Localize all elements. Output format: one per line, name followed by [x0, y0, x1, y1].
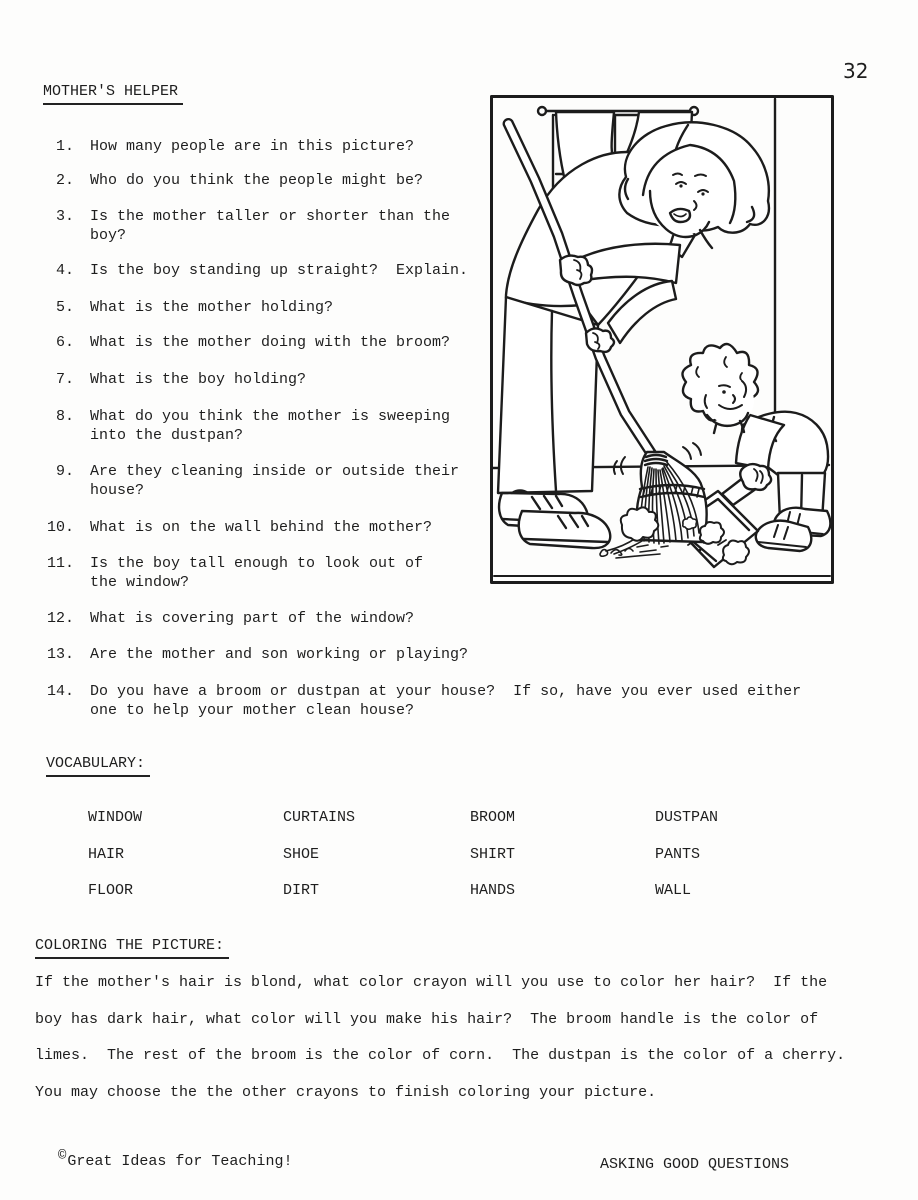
question-line: What is on the wall behind the mother? — [90, 519, 433, 536]
vocabulary-term: BROOM — [470, 809, 516, 826]
question-number: 10. — [46, 519, 74, 536]
vocabulary-term: FLOOR — [88, 882, 134, 899]
question-text — [90, 370, 306, 389]
question-text — [90, 333, 450, 352]
question-line: Who do you think the people might be? — [90, 172, 424, 189]
question-text — [90, 609, 414, 628]
question-line: Do you have a broom or dustpan at your house? If so, have you ever used either — [90, 683, 802, 700]
question-item — [34, 407, 450, 445]
question-line: Are they cleaning inside or outside their — [90, 463, 460, 480]
worksheet-illustration — [490, 95, 834, 584]
question-item — [34, 261, 468, 280]
question-number: 7. — [55, 371, 74, 388]
question-line: What do you think the mother is sweeping — [90, 408, 451, 425]
question-line: boy? — [90, 227, 127, 244]
mother-pants — [498, 297, 598, 493]
question-item — [34, 171, 423, 190]
copyright-icon: © — [58, 1148, 67, 1164]
mother-lower-hand — [586, 328, 614, 351]
question-text — [90, 554, 423, 592]
question-item — [34, 554, 423, 592]
question-number: 6. — [55, 334, 74, 351]
question-item — [34, 518, 432, 537]
coloring-text-line: If the mother's hair is blond, what color crayon will you use to color her hair? If the — [35, 974, 828, 991]
question-number: 2. — [55, 172, 74, 189]
question-number: 8. — [55, 408, 74, 425]
question-line: Is the boy standing up straight? Explain. — [90, 262, 469, 279]
question-item — [34, 645, 468, 664]
question-item — [34, 370, 306, 389]
question-text — [90, 298, 333, 317]
question-text — [90, 261, 468, 280]
vocabulary-term: DIRT — [283, 882, 320, 899]
question-line: into the dustpan? — [90, 427, 244, 444]
vocabulary-term: HANDS — [470, 882, 516, 899]
vocabulary-heading-text: VOCABULARY: — [46, 754, 150, 777]
question-number: 4. — [55, 262, 74, 279]
coloring-text-line: limes. The rest of the broom is the color of corn. The dustpan is the color of a cherry. — [35, 1047, 846, 1064]
vocabulary-term: SHOE — [283, 846, 320, 863]
question-line: What is covering part of the window? — [90, 610, 415, 627]
coloring-heading — [35, 936, 229, 959]
vocabulary-term: CURTAINS — [283, 809, 356, 826]
question-text — [90, 682, 801, 720]
mother-mouth — [670, 209, 690, 222]
page-title — [43, 82, 183, 105]
question-text — [90, 171, 423, 190]
question-number: 9. — [55, 463, 74, 480]
vocabulary-term: PANTS — [655, 846, 701, 863]
vocabulary-term: WALL — [655, 882, 692, 899]
question-text — [90, 207, 450, 245]
question-line: Is the mother taller or shorter than the — [90, 208, 451, 225]
question-number: 1. — [55, 138, 74, 155]
footer-left — [58, 1148, 293, 1172]
page-title-text: MOTHER'S HELPER — [43, 82, 183, 105]
question-line: What is the boy holding? — [90, 371, 307, 388]
question-item — [34, 333, 450, 352]
question-item — [34, 207, 450, 245]
artist-signature — [600, 545, 668, 558]
boy-hand — [740, 464, 771, 490]
question-item — [34, 609, 414, 628]
question-text — [90, 137, 414, 156]
question-text — [90, 645, 468, 664]
vocabulary-term: HAIR — [88, 846, 125, 863]
question-number: 3. — [55, 208, 74, 225]
question-number: 13. — [46, 646, 74, 663]
question-item — [34, 462, 459, 500]
vocabulary-term: WINDOW — [88, 809, 143, 826]
question-line: How many people are in this picture? — [90, 138, 415, 155]
footer-left-text: Great Ideas for Teaching! — [67, 1153, 293, 1170]
question-text — [90, 462, 459, 500]
question-number: 11. — [46, 555, 74, 572]
question-line: What is the mother doing with the broom? — [90, 334, 451, 351]
coloring-heading-text: COLORING THE PICTURE: — [35, 936, 229, 959]
question-text — [90, 407, 450, 445]
vocabulary-term: DUSTPAN — [655, 809, 719, 826]
vocabulary-heading — [46, 754, 150, 777]
question-line: Is the boy tall enough to look out of — [90, 555, 424, 572]
question-number: 14. — [46, 683, 74, 700]
question-item — [34, 298, 333, 317]
question-number: 12. — [46, 610, 74, 627]
page-number: 32 — [843, 59, 869, 83]
footer-right-text: ASKING GOOD QUESTIONS — [600, 1156, 790, 1173]
coloring-text-line: boy has dark hair, what color will you make his hair? The broom handle is the color of — [35, 1011, 819, 1028]
question-item — [34, 682, 801, 720]
question-line: What is the mother holding? — [90, 299, 334, 316]
question-line: one to help your mother clean house? — [90, 702, 415, 719]
question-item — [34, 137, 414, 156]
question-text — [90, 518, 432, 537]
coloring-text-line: You may choose the the other crayons to finish coloring your picture. — [35, 1084, 657, 1101]
question-line: the window? — [90, 574, 190, 591]
question-number: 5. — [55, 299, 74, 316]
vocabulary-term: SHIRT — [470, 846, 516, 863]
question-line: Are the mother and son working or playing? — [90, 646, 469, 663]
question-line: house? — [90, 482, 145, 499]
